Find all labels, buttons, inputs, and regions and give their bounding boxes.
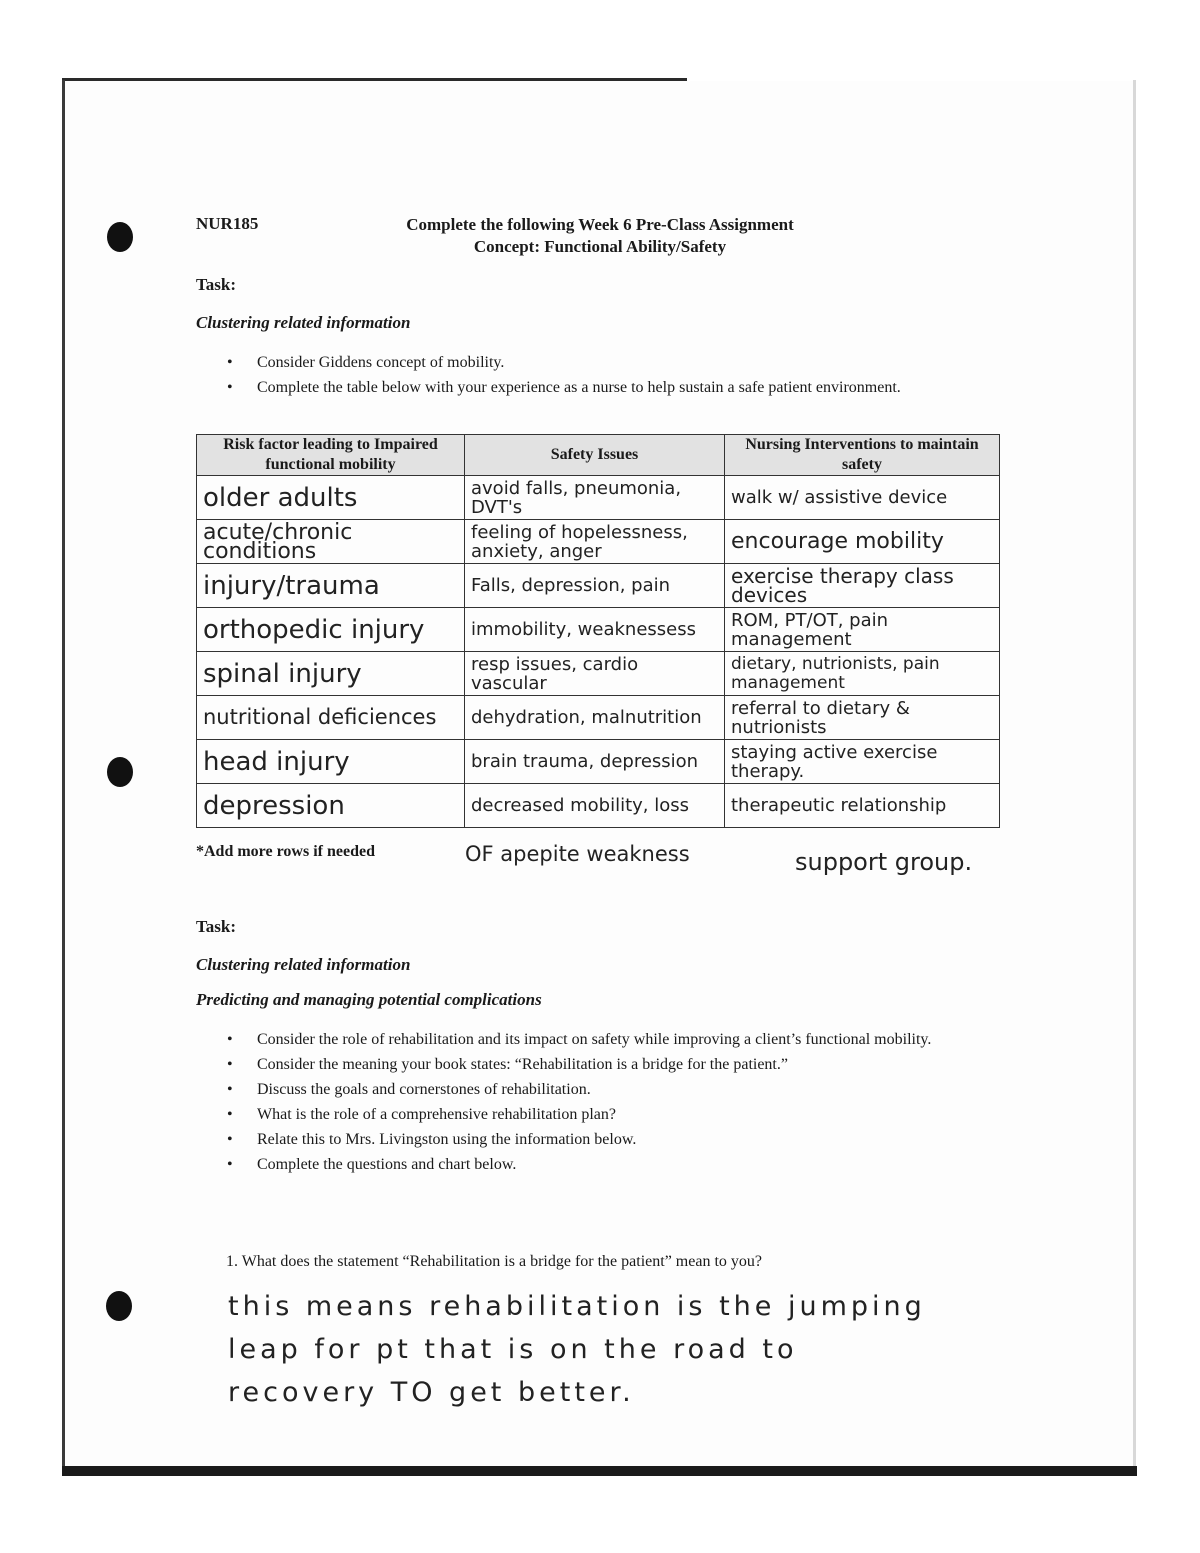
risk-factor-cell: depression: [197, 784, 465, 828]
instruction-item: • Consider Giddens concept of mobility.: [196, 350, 936, 375]
intervention-cell: [725, 476, 1000, 520]
intervention-cell: [725, 740, 1000, 784]
handwritten-answer: this means rehabilitation is the jumping leap for pt that is on the road to recovery TO get better.: [228, 1291, 926, 1408]
scan-edge: [62, 1466, 1137, 1476]
assignment-title: [380, 214, 820, 258]
safety-issue-cell: [465, 476, 725, 520]
question-prompt: 1. What does the statement “Rehabilitation is a bridge for the patient” mean to you?: [226, 1253, 762, 1270]
risk-factor-cell: injury/trauma: [197, 564, 465, 608]
safety-issue-cell: [465, 608, 725, 652]
task-label: Task:: [196, 275, 237, 294]
instruction-item: • Consider the meaning your book states: “Rehabilitation is a bridge for the patient.”: [196, 1052, 996, 1077]
cell-text: exercise therapy class devices: [731, 563, 954, 607]
table-row: [197, 476, 1000, 520]
risk-factor-cell: spinal injury: [197, 652, 465, 696]
section-heading: Clustering related information: [196, 955, 411, 974]
intervention-cell: encourage mobility: [725, 520, 1000, 564]
cell-text: dehydration, malnutrition: [471, 707, 702, 728]
cell-text: brain trauma, depression: [471, 751, 699, 772]
intervention-cell: [725, 564, 1000, 608]
cell-text: nutritional deficiences: [203, 705, 437, 729]
column-header: Safety Issues: [465, 435, 725, 476]
add-rows-note: *Add more rows if needed: [196, 843, 375, 860]
instruction-item: • Discuss the goals and cornerstones of rehabilitation.: [196, 1077, 996, 1102]
risk-factor-cell: older adults: [197, 476, 465, 520]
cell-text: dietary, nutrionists, pain management: [731, 653, 940, 693]
punch-hole-icon: [106, 1291, 132, 1321]
instruction-list: [196, 1027, 996, 1177]
cell-text: staying active exercise therapy.: [731, 741, 938, 782]
title-line-1: Complete the following Week 6 Pre-Class Assignment: [406, 215, 794, 234]
safety-issue-cell: [465, 520, 725, 564]
intervention-cell: [725, 696, 1000, 740]
punch-hole-icon: [107, 222, 133, 252]
instruction-item: • Complete the table below with your experience as a nurse to help sustain a safe patient environment.: [196, 375, 936, 400]
cell-text: ROM, PT/OT, pain management: [731, 609, 889, 650]
risk-factor-cell: head injury: [197, 740, 465, 784]
cell-text: immobility, weaknessess: [471, 619, 696, 640]
cell-text: referral to dietary & nutrionists: [731, 697, 910, 738]
intervention-cell: [725, 608, 1000, 652]
safety-issue-cell: [465, 564, 725, 608]
instruction-item: • Relate this to Mrs. Livingston using the information below.: [196, 1127, 996, 1152]
cell-text: walk w/ assistive device: [731, 487, 948, 508]
table-row: [197, 696, 1000, 740]
instruction-item: • Complete the questions and chart below.: [196, 1152, 996, 1177]
instruction-item: • What is the role of a comprehensive rehabilitation plan?: [196, 1102, 996, 1127]
section-heading: Clustering related information: [196, 313, 411, 332]
table-header-row: [197, 435, 1000, 476]
column-header: Nursing Interventions to maintain safety: [725, 435, 1000, 476]
risk-factor-cell: orthopedic injury: [197, 608, 465, 652]
course-code: NUR185: [196, 214, 259, 233]
cell-text: decreased mobility, loss: [471, 795, 690, 816]
safety-issue-cell: [465, 740, 725, 784]
cell-text: feeling of hopelessness, anxiety, anger: [471, 521, 688, 562]
table-row: [197, 784, 1000, 828]
section-heading: Predicting and managing potential complications: [196, 990, 542, 1009]
handwritten-overflow: support group.: [795, 848, 973, 876]
table-row: [197, 564, 1000, 608]
cell-text: Falls, depression, pain: [471, 575, 671, 596]
table-row: [197, 652, 1000, 696]
table-row: [197, 740, 1000, 784]
risk-factor-cell: [197, 696, 465, 740]
task-label: Task:: [196, 917, 237, 936]
cell-text: avoid falls, pneumonia, DVT's: [471, 477, 682, 518]
cell-text: therapeutic relationship: [731, 795, 947, 816]
punch-hole-icon: [107, 757, 133, 787]
title-line-2: Concept: Functional Ability/Safety: [473, 237, 727, 256]
instruction-item: • Consider the role of rehabilitation and its impact on safety while improving a client’s functional mobility.: [196, 1027, 996, 1052]
column-header: Risk factor leading to Impaired functional mobility: [197, 435, 465, 476]
intervention-cell: [725, 784, 1000, 828]
scan-edge: [1133, 80, 1136, 1475]
safety-issue-cell: [465, 784, 725, 828]
safety-issue-cell: [465, 652, 725, 696]
instruction-list: [196, 350, 936, 400]
cell-text: acute/chronic conditions: [203, 519, 353, 564]
handwritten-overflow: OF apepite weakness: [465, 842, 690, 866]
table-row: [197, 608, 1000, 652]
safety-issue-cell: [465, 696, 725, 740]
risk-factor-table: [196, 434, 1000, 828]
risk-factor-cell: [197, 520, 465, 564]
intervention-cell: [725, 652, 1000, 696]
cell-text: resp issues, cardio vascular: [471, 653, 639, 694]
table-row: [197, 520, 1000, 564]
